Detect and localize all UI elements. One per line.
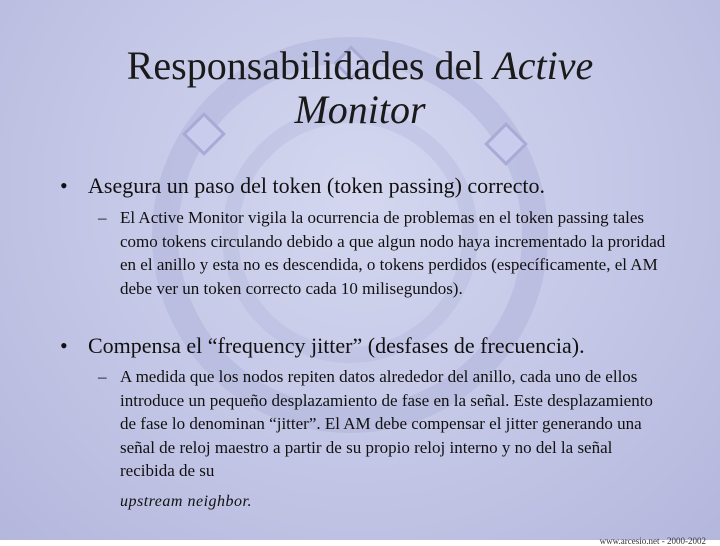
- bullet-text: Asegura un paso del token (token passing) correcto.: [88, 173, 545, 198]
- title-line1: Responsabilidades del: [126, 43, 494, 88]
- sub-bullet-tail: upstream neighbor.: [120, 493, 252, 510]
- title-line2: Monitor: [294, 87, 426, 132]
- bullet-marker: •: [60, 333, 68, 358]
- sub-bullet-marker: –: [98, 208, 107, 227]
- bullet-text: Compensa el “frequency jitter” (desfases de frecuencia).: [88, 333, 585, 358]
- sub-bullet-item: [98, 206, 668, 300]
- bullet-marker: •: [60, 173, 68, 198]
- sub-bullet-item: [98, 365, 668, 483]
- slide-title: [60, 44, 660, 132]
- footer-credit: www.arcesio.net - 2000-2002: [599, 536, 706, 546]
- sub-bullet-marker: –: [98, 367, 107, 386]
- sub-bullet-text: El Active Monitor vigila la ocurrencia de problemas en el token passing tales como tokens circulando debido a que algun nodo haya incrementado la proridad en el anillo y esta no es descendida, o tokens perdidos (específicamente, el AM debe ver un token correcto cada 10 milisegundos).: [120, 208, 666, 298]
- title-italic-word: Active: [493, 43, 594, 88]
- sub-bullet-text: A medida que los nodos repiten datos alrededor del anillo, cada uno de ellos introduce un pequeño desplazamiento de fase en la señal. Este desplazamiento de fase lo denominan “jitter”. El AM debe compensar el jitter generando una señal de reloj maestro a partir de su propio reloj interno y no del la señal recibida de su: [120, 367, 653, 480]
